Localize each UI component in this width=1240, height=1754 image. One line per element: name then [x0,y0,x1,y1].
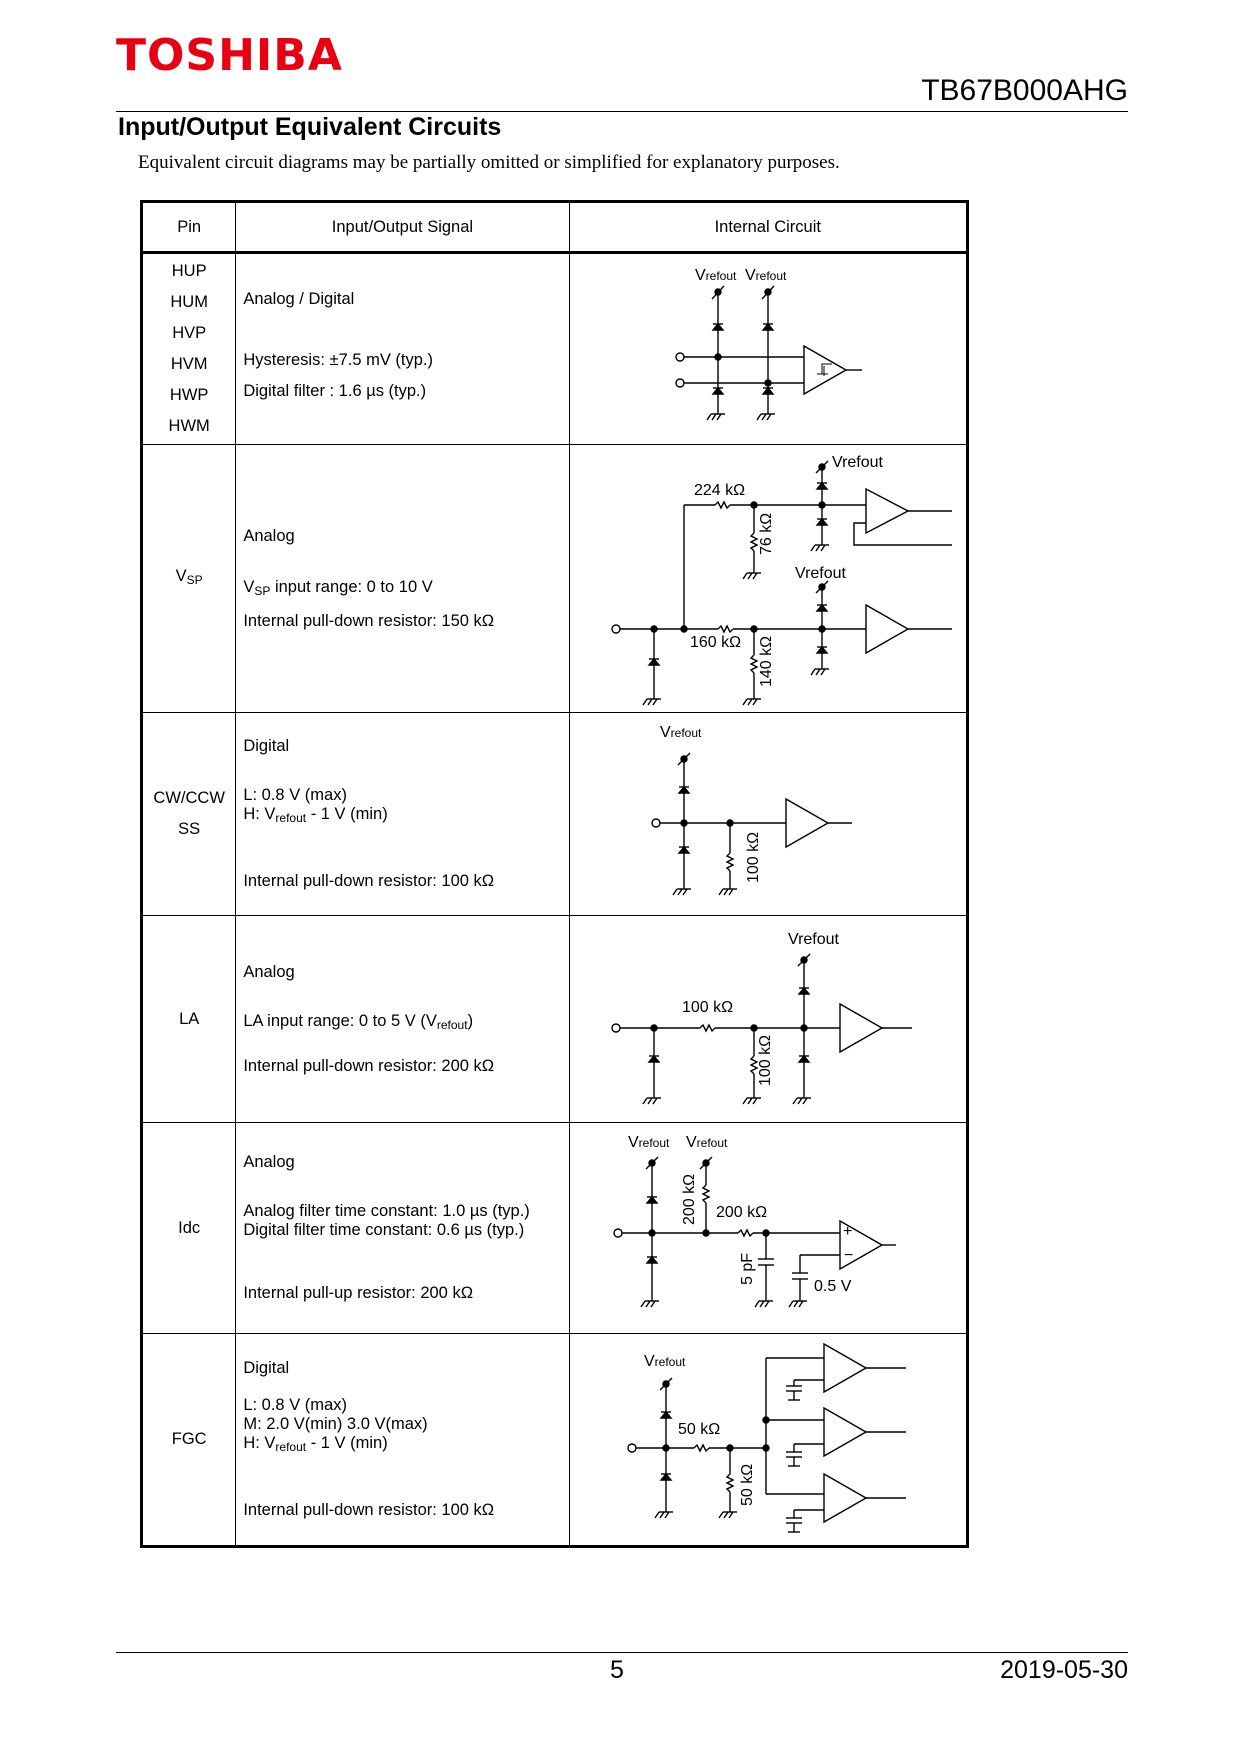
resistor-label: 50 kΩ [738,1463,756,1506]
vrefout-label: V [643,1353,655,1370]
input-terminal [614,1229,622,1237]
vsp-circuit-diagram [570,445,967,712]
signal-type: Analog [243,526,295,545]
circuit-cell [569,713,967,916]
table-row [142,1123,968,1334]
svg-text:−: − [843,1247,853,1264]
diode-clamp-left [707,286,725,420]
signal-type: Analog [243,962,295,981]
low-threshold: L: 0.8 V (max) [243,1396,347,1414]
resistor-label: 100 kΩ [681,999,733,1016]
pin-name: HWP [169,386,209,404]
signal-cell [236,1334,569,1547]
hysteresis-comparator [804,346,862,394]
input-terminal [676,379,684,387]
pull-down-spec: Internal pull-down resistor: 100 kΩ [243,872,495,890]
footer-rule [116,1652,1128,1653]
comparator-2 [786,1408,906,1466]
resistor-label: 100 kΩ [744,831,762,883]
table-row [142,916,968,1123]
circuit-cell [569,1334,967,1547]
analog-filter-spec: Analog filter time constant: 1.0 µs (typ.) [243,1202,530,1220]
pin-name: HVP [172,324,207,342]
signal-cell [236,713,569,916]
publication-date: 2019-05-30 [1000,1656,1128,1684]
pin-cell [142,916,236,1123]
cw-ccw-circuit-diagram [570,713,967,915]
signal-cell [236,445,569,713]
high-threshold: H: $V_{refout} - 1$ V (min) [243,1434,388,1454]
pin-name: HWM [168,417,210,435]
resistor-label: 50 kΩ [677,1421,720,1438]
svg-text:Vrefout: Vrefout [627,1134,669,1151]
header-circuit: Internal Circuit [569,202,967,253]
svg-text:Vrefout: Vrefout [744,267,786,284]
comparator [822,489,952,545]
header-pin: Pin [142,202,236,253]
table-row [142,445,968,713]
vrefout-label: Vrefout [794,565,846,582]
toshiba-logo: TOSHIBA [116,30,343,81]
pin-name: FGC [171,1430,207,1448]
pin-name: HUM [170,293,208,311]
threshold-label: 0.5 V [813,1278,851,1295]
buffer-amplifier [840,1004,912,1052]
pin-cell [142,1334,236,1547]
la-circuit-diagram [570,916,967,1122]
pin-name: LA [179,1009,200,1028]
pin-name: HVM [170,355,208,373]
idc-circuit-diagram [570,1123,967,1333]
vrefout-label: Vrefout [831,454,883,471]
pin-name: Idc [178,1218,201,1237]
svg-text:Vrefout: Vrefout [643,1353,685,1370]
signal-type: Analog [243,1153,295,1171]
input-terminal [676,353,684,361]
resistor-label: 76 kΩ [757,512,775,555]
pull-down-spec: Internal pull-down resistor: 150 kΩ [243,611,495,630]
table-row [142,1334,968,1547]
input-range-spec: LA input range: 0 to 5 V $(V_{refout})$ [243,1011,474,1032]
vrefout-label: V [694,267,706,284]
pull-up-spec: Internal pull-up resistor: 200 kΩ [243,1284,474,1302]
signal-cell [236,1123,569,1334]
signal-cell [236,253,569,445]
pin-name: CW/CCW [153,789,225,807]
vrefout-label: V [659,724,671,741]
svg-text:+: + [842,1223,852,1240]
low-threshold: L: 0.8 V (max) [243,786,347,804]
svg-text:Vrefout: Vrefout [694,267,736,284]
capacitor-label: 5 pF [738,1252,756,1285]
digital-filter-spec: Digital filter time constant: 0.6 µs (typ.) [243,1221,525,1239]
resistor-label: 200 kΩ [715,1204,767,1221]
pull-down-spec: Internal pull-down resistor: 200 kΩ [243,1056,495,1075]
comparator-1 [786,1344,906,1400]
pin-cell: $V_{SP}$ [142,445,236,713]
part-number: TB67B000AHG [921,74,1128,107]
table-header-row [142,202,968,253]
input-terminal [612,1024,620,1032]
resistor-label: 160 kΩ [689,634,741,651]
vrefout-label: V [685,1134,697,1151]
resistor-label: 200 kΩ [680,1173,698,1225]
hall-input-circuit-diagram [570,254,967,444]
digital-filter-spec: Digital filter : 1.6 µs (typ.) [243,382,427,400]
page-number: 5 [610,1656,624,1684]
section-note: Equivalent circuit diagrams may be partially omitted or simplified for explanatory purposes. [138,152,840,173]
fgc-circuit-diagram [570,1334,967,1545]
equivalent-circuit-table [140,200,969,1548]
input-terminal [652,819,660,827]
vrefout-label: V [627,1134,639,1151]
mid-threshold: M: 2.0 V(min) 3.0 V(max) [243,1415,428,1433]
pull-down-spec: Internal pull-down resistor: 100 kΩ [243,1501,495,1519]
buffer-amplifier [866,605,952,653]
header-signal: Input/Output Signal [236,202,569,253]
input-range-spec: $V_{SP}$ input range: 0 to 10 V [243,577,433,598]
signal-type: Digital [243,737,290,755]
resistor-label: 100 kΩ [756,1034,774,1086]
pin-name: SS [178,820,201,838]
hysteresis-spec: Hysteresis: ±7.5 mV (typ.) [243,351,434,369]
circuit-cell [569,1123,967,1334]
comparator [840,1221,896,1269]
input-terminal [628,1444,636,1452]
pin-cell [142,253,236,445]
table-row [142,253,968,445]
pin-name: HUP [171,262,207,280]
signal-type: Digital [243,1359,290,1377]
resistor-label: 140 kΩ [757,635,775,687]
buffer-amplifier [786,799,852,847]
svg-text:Vrefout: Vrefout [659,724,701,741]
pin-cell [142,1123,236,1334]
diode-clamp-right [757,286,775,420]
signal-type: Analog / Digital [243,290,355,308]
pin-name: V [175,567,187,585]
circuit-cell [569,253,967,445]
resistor-label: 224 kΩ [693,482,745,499]
vrefout-label: V [744,267,756,284]
circuit-cell [569,445,967,713]
input-terminal [612,625,620,633]
vrefout-label: Vrefout [787,931,839,948]
comparator-3 [786,1474,906,1532]
section-title: Input/Output Equivalent Circuits [118,113,502,141]
pin-cell [142,713,236,916]
table-row [142,713,968,916]
high-threshold: H: $V_{refout} - 1$ V (min) [243,805,388,825]
signal-cell [236,916,569,1123]
circuit-cell [569,916,967,1123]
svg-text:Vrefout: Vrefout [685,1134,727,1151]
header-rule [116,111,1128,112]
